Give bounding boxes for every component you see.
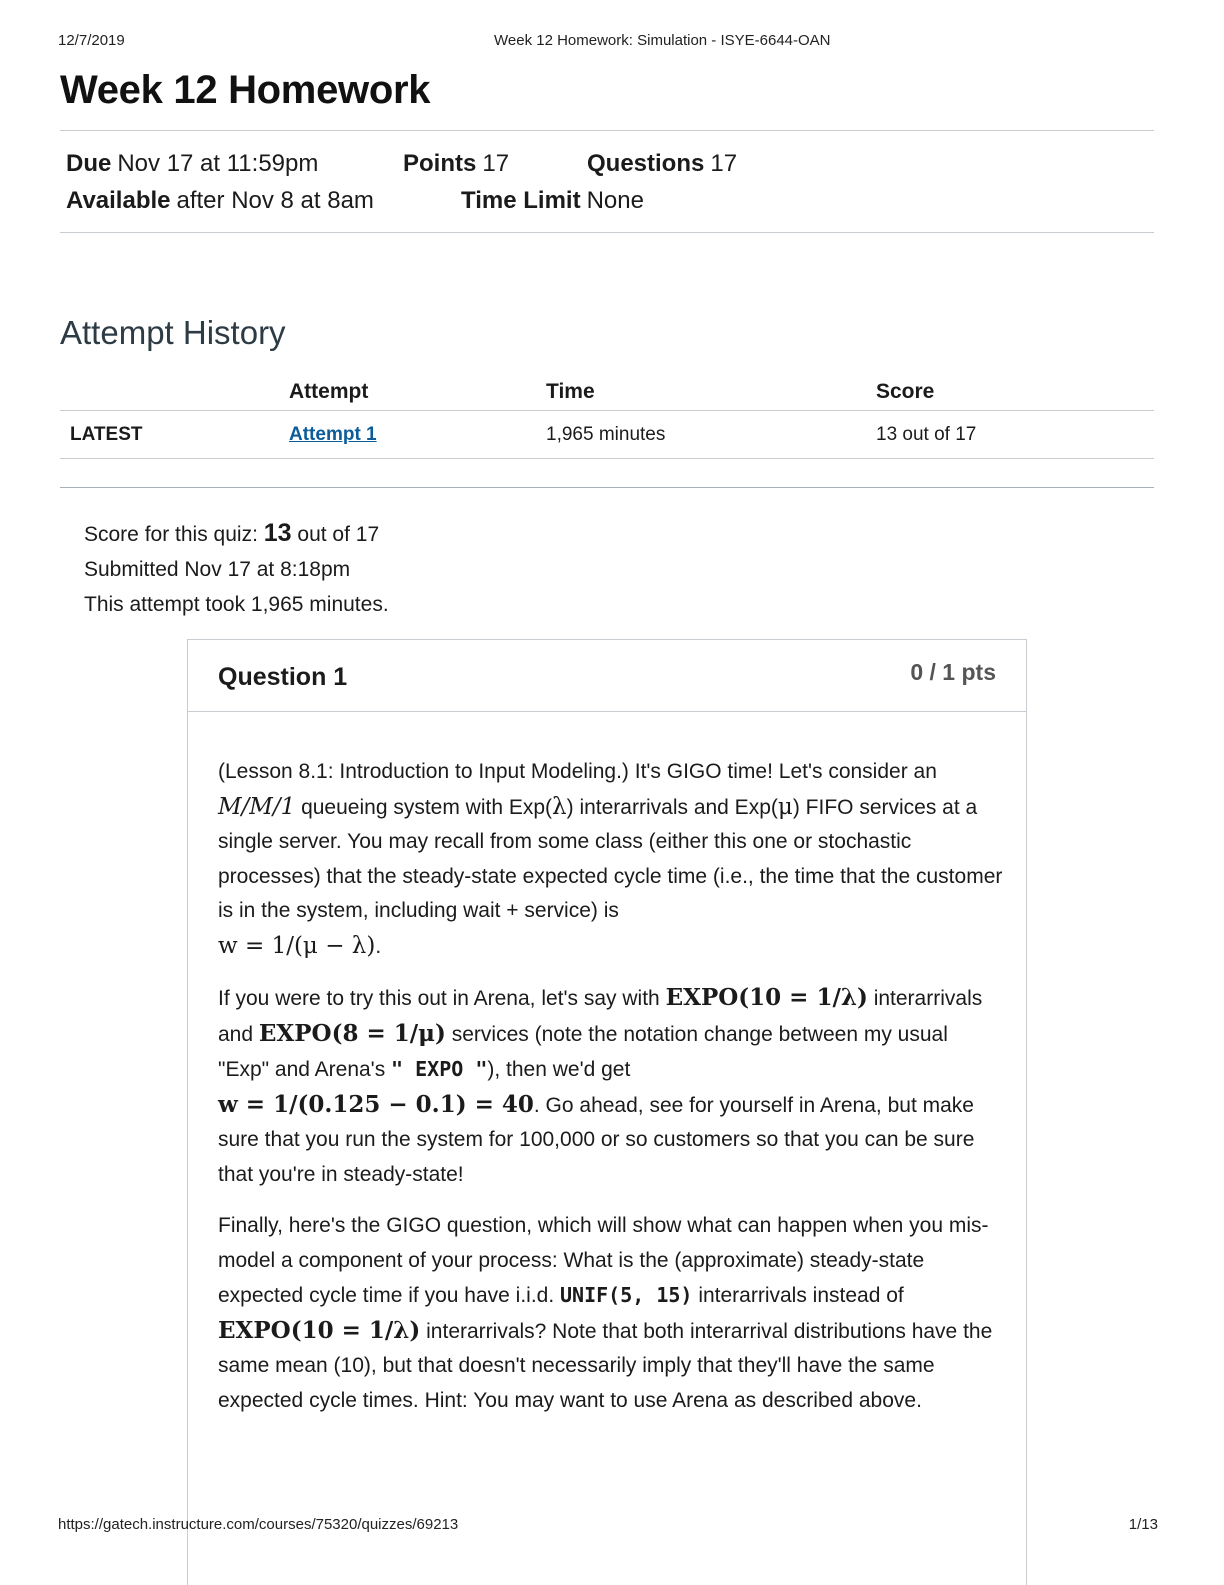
attempt-time: 1,965 minutes: [546, 424, 666, 445]
question-paragraph: (Lesson 8.1: Introduction to Input Modeling.) It's GIGO time! Let's consider an M/M/1 queueing system with Exp(λ) interarrivals and Exp(μ) FIFO services at a single server. You may recall from some class (either this one or stochastic processes) that the steady-state expected cycle time (i.e., the time that the customer is in the system, including wait + service) is w = 1/(μ − λ).: [218, 760, 1003, 959]
quiz-score-line: [84, 516, 389, 552]
math-formula: w = 1/(0.125 − 0.1) = 40: [218, 1090, 534, 1118]
page-number: 1/13: [1128, 1516, 1158, 1533]
questions-detail: [587, 150, 737, 178]
question-text: ) FIFO services at a single server. You may recall from some class (either this one or stochastic processes) that the steady-state expected cycle time (i.e., the time that the customer is in the system, including wait + service) is: [218, 795, 1003, 922]
latest-tag: LATEST: [70, 424, 143, 445]
question-body: [218, 755, 1003, 1435]
column-header-time: Time: [546, 380, 595, 403]
question-text: If you were to try this out in Arena, let's say with: [218, 987, 660, 1010]
points-value: 17: [482, 150, 510, 177]
print-date: 12/7/2019: [58, 32, 125, 49]
question-paragraph: [218, 981, 1003, 1192]
due-value: Nov 17 at 11:59pm: [117, 150, 319, 177]
score-value: 13: [263, 519, 292, 547]
question-text: . Go ahead, see for yourself in Arena, but make sure that you run the system for 100,000 or so customers so that you can be sure that you're in steady-state!: [218, 1093, 975, 1186]
divider: [60, 232, 1154, 233]
time-limit-value: None: [586, 187, 644, 214]
math-mm1: M/M/1: [218, 793, 296, 820]
quiz-summary: [84, 516, 389, 622]
math-lambda: λ: [552, 793, 567, 820]
due-label: Due: [66, 150, 112, 177]
question-text: queueing system with Exp(: [301, 795, 553, 819]
question-text: ), then we'd get: [487, 1058, 631, 1081]
math-mu: μ: [777, 793, 793, 820]
available-detail: [66, 187, 374, 215]
column-header-attempt: Attempt: [289, 380, 369, 403]
duration-line: This attempt took 1,965 minutes.: [84, 593, 389, 616]
question-paragraph: [218, 1209, 1003, 1418]
question-title: Question 1: [218, 663, 348, 691]
question-text: interarrivals and: [218, 987, 983, 1046]
question-header: [188, 640, 1026, 712]
print-header: [58, 32, 1166, 52]
score-suffix: out of 17: [297, 523, 380, 546]
math-formula: w = 1/(μ − λ): [218, 932, 376, 959]
questions-label: Questions: [587, 150, 705, 177]
score-prefix: Score for this quiz:: [84, 523, 258, 546]
attempt-history-title: Attempt History: [60, 314, 286, 351]
question-card: [187, 639, 1027, 1585]
question-points: 0 / 1 pts: [910, 659, 996, 685]
question-text: Finally, here's the GIGO question, which will show what can happen when you mis-model a component of your process: What is the (approximate) steady-state expected cycle time if you have i.i.d.: [218, 1214, 989, 1307]
attempt-score: 13 out of 17: [876, 424, 977, 445]
math-expo: EXPO(10 = 1/λ): [665, 984, 868, 1011]
print-url: https://gatech.instructure.com/courses/75320/quizzes/69213: [58, 1516, 459, 1533]
math-unif: UNIF(5, 15): [560, 1283, 693, 1307]
math-expo: EXPO(8 = 1/μ): [258, 1019, 446, 1047]
question-text: services (note the notation change between my usual "Exp" and Arena's: [218, 1022, 948, 1081]
column-header-score: Score: [876, 380, 935, 403]
table-row-divider: [60, 458, 1154, 459]
print-footer: [58, 1516, 1158, 1536]
points-label: Points: [403, 150, 477, 177]
math-expo: EXPO(10 = 1/λ): [218, 1316, 421, 1344]
page-title: Week 12 Homework: [60, 68, 431, 112]
time-limit-label: Time Limit: [461, 187, 581, 214]
divider: [60, 130, 1154, 131]
due-detail: [66, 150, 318, 178]
question-text: ) interarrivals and Exp(: [566, 795, 778, 819]
question-text: interarrivals? Note that both interarrival distributions have the same mean (10), but that doesn't necessarily imply that they'll have the same expected cycle times. Hint: You may want to use Arena as described above.: [218, 1319, 993, 1412]
print-document-title: Week 12 Homework: Simulation - ISYE-6644-OAN: [494, 32, 831, 49]
time-limit-detail: [461, 187, 644, 215]
question-text: (Lesson 8.1: Introduction to Input Modeling.) It's GIGO time! Let's consider an: [218, 760, 937, 783]
table-header-divider: [60, 410, 1154, 411]
points-detail: [403, 150, 509, 178]
attempt-1-link[interactable]: Attempt 1: [289, 424, 377, 445]
math-expo: " EXPO ": [391, 1057, 488, 1081]
available-value: after Nov 8 at 8am: [176, 187, 374, 214]
available-label: Available: [66, 187, 171, 214]
questions-value: 17: [710, 150, 738, 177]
question-text: interarrivals instead of: [698, 1284, 904, 1307]
divider: [60, 487, 1154, 488]
submitted-line: Submitted Nov 17 at 8:18pm: [84, 558, 351, 581]
